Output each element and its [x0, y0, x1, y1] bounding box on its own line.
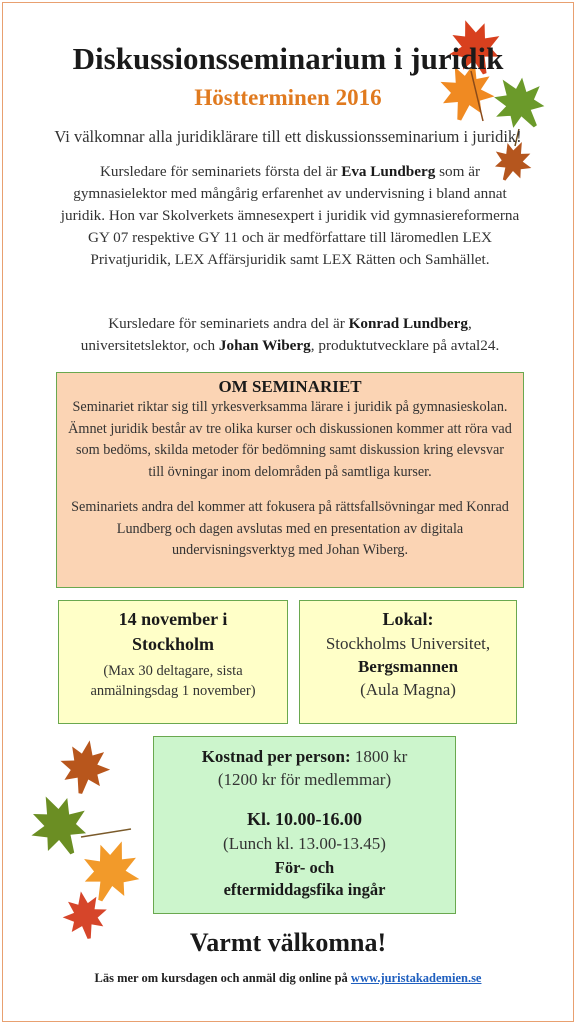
- intro-paragraph-2: [55, 313, 525, 357]
- member-price: (1200 kr för medlemmar): [217, 770, 392, 789]
- intro-paragraph-1: [55, 161, 525, 271]
- om-seminariet-title: OM SEMINARIET: [218, 377, 362, 396]
- date-title-line-1: 14 november i: [118, 609, 228, 629]
- location-place: Stockholms Universitet,: [325, 634, 491, 653]
- cost-box: [153, 736, 456, 914]
- p2-text-c: , produktutvecklare på avtal24.: [310, 337, 500, 354]
- location-building: Bergsmannen: [357, 657, 459, 676]
- lunch-time: (Lunch kl. 13.00-13.45): [223, 834, 386, 853]
- footer: [3, 971, 573, 986]
- fika-line-1: För- och: [274, 858, 335, 877]
- page-title: Diskussionsseminarium i juridik: [72, 41, 504, 76]
- maple-leaf-brown-icon: [55, 736, 114, 798]
- p2-text-a: Kursledare för seminariets andra del är: [108, 315, 349, 332]
- p1-text-b: som är gymnasielektor med mångårig erfarenhet av undervisning i bland annat juridik. Hon var Skolverkets ämnesexpert i juridik vid gymnasiereformerna GY 07 respektive GY 11 och är medförfattare till läromedlen LEX Privatjuridik, LEX Affärsjuridik samt LEX Rätten och Samhället.: [60, 163, 520, 268]
- om-seminariet-text-1: Seminariet riktar sig till yrkesverksamma lärare i juridik på gymnasieskolan. Ämnet juridik består av tre olika kurser och diskussionen kommer att röra vad som bedöms, skilda metoder för bedömning samt diskussion kring elevsvar till övningar inom delområden på samtliga kurser.: [68, 399, 512, 480]
- maple-leaf-green-icon: [23, 784, 99, 866]
- date-box: [58, 600, 288, 724]
- om-seminariet-text-2: Seminariets andra del kommer att fokusera på rättsfallsövningar med Konrad Lundberg och dagen avslutas med en presentation av digitala undervisningsverktyg med Johan Wiberg.: [71, 499, 509, 558]
- location-label: Lokal:: [382, 609, 434, 629]
- p1-text-a: Kursledare för seminariets första del är: [99, 163, 342, 180]
- fika-line-2: eftermiddagsfika ingår: [223, 880, 386, 899]
- footer-link[interactable]: www.juristakademien.se: [350, 971, 482, 985]
- cost-value: 1800 kr: [350, 747, 408, 766]
- location-box: [299, 600, 517, 724]
- p2-name-1: Konrad Lundberg: [348, 315, 468, 332]
- welcome-text: Vi välkomnar alla juridiklärare till ett diskussionsseminarium i juridik!: [54, 127, 522, 146]
- cost-line: [154, 745, 455, 768]
- date-note: (Max 30 deltagare, sista anmälningsdag 1 november): [90, 663, 256, 699]
- time-range: Kl. 10.00-16.00: [247, 809, 362, 829]
- footer-text: Läs mer om kursdagen och anmäl dig online på: [94, 971, 351, 985]
- flyer-page: [2, 2, 574, 1022]
- page-subtitle: Höstterminen 2016: [194, 85, 382, 110]
- om-seminariet-box: [56, 372, 524, 588]
- leaf-cluster-bottom: [23, 733, 153, 943]
- date-title-line-2: Stockholm: [131, 634, 214, 654]
- p2-name-2: Johan Wiberg: [218, 337, 311, 354]
- p1-name: Eva Lundberg: [341, 163, 436, 180]
- p2-text-b: , universitetslektor, och: [80, 315, 472, 354]
- closing-welcome: Varmt välkomna!: [189, 928, 387, 957]
- location-hall: (Aula Magna): [360, 680, 456, 699]
- cost-label: Kostnad per person:: [201, 747, 351, 766]
